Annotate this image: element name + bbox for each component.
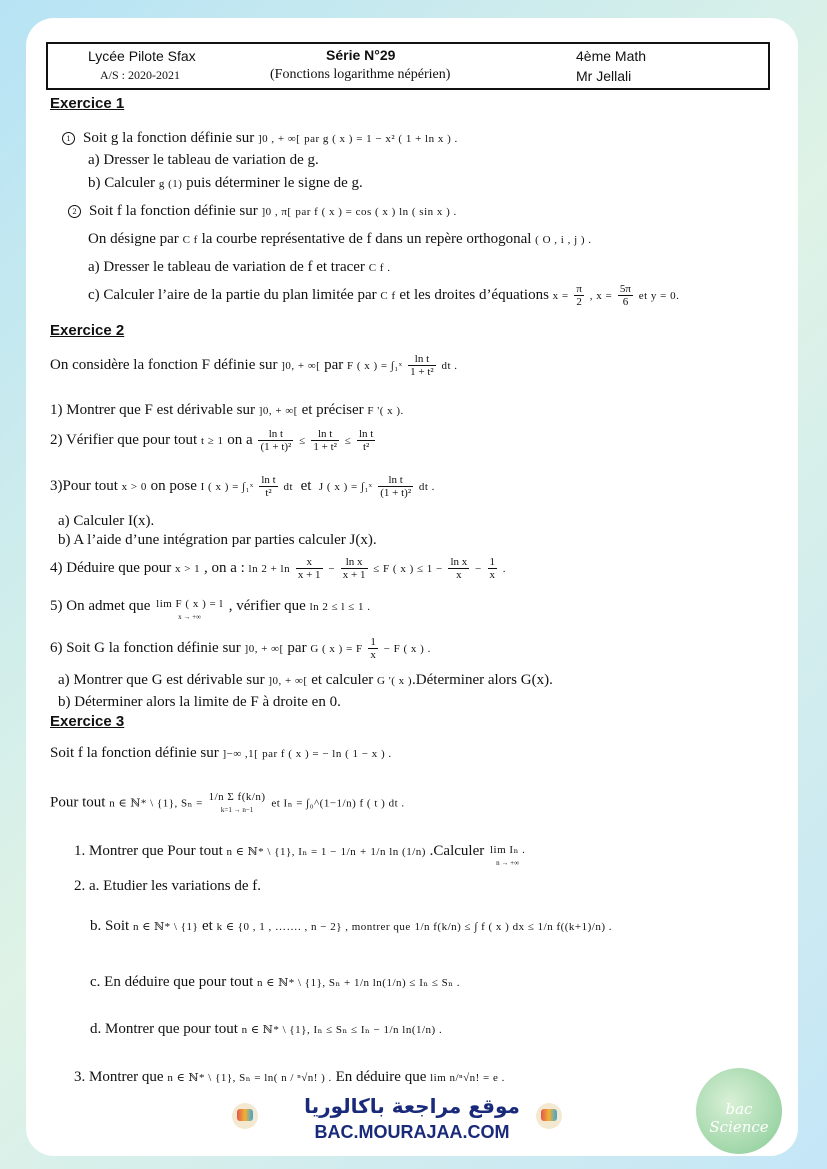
series-number: Série N°29 bbox=[326, 47, 396, 63]
page-sheet bbox=[26, 18, 798, 1156]
ex1-question-1b: b) Calculer g (1) puis déterminer le signe de g. bbox=[88, 175, 363, 191]
ex3-question-1: 1. Montrer que Pour tout n ∈ ℕ* \ {1}, Iₙ = 1 − 1/n + 1/n ln (1/n) .Calculer lim Iₙ . n → +∞ bbox=[74, 843, 526, 867]
right-logo-icon bbox=[536, 1103, 562, 1129]
school-year: A/S : 2020-2021 bbox=[100, 68, 181, 82]
number-1-icon: 1 bbox=[62, 132, 75, 145]
ex2-question-2: 2) Vérifier que pour tout t ≥ 1 on a $\frac{\text{ln t}}{\text{(1 + t)²}}$ ≤ $\frac{\text{ln t}}{\text{1 + t²}}$ ≤ $\frac{\text{ln t}}{\text{t²}}$ bbox=[50, 428, 374, 453]
ex2-question-3: 3)Pour tout x > 0 on pose I ( x ) = ∫₁ˣ $\frac{\text{ln t}}{\text{t²}}$ dt et J ( x ) = ∫₁ˣ $\frac{\text{ln t}}{\text{(1 + t)²}}$ dt . bbox=[50, 474, 435, 499]
website-banner[interactable] bbox=[294, 1090, 530, 1150]
ex2-question-1: 1) Montrer que F est dérivable sur ]0, + ∞[ et préciser F '( x ). bbox=[50, 402, 404, 418]
ex3-question-2b: b. Soit n ∈ ℕ* \ {1} et k ∈ {0 , 1 , ……. , n − 2} , montrer que 1/n f(k/n) ≤ ∫ f ( x ) dx ≤ 1/n f((k+1)/n) . bbox=[90, 918, 613, 934]
ex1-question-2: 2 Soit f la fonction définie sur ]0 , π[ par f ( x ) = cos ( x ) ln ( sin x ) . bbox=[68, 203, 457, 220]
left-logo-icon bbox=[232, 1103, 258, 1129]
exercise-1-title: Exercice 1 bbox=[50, 95, 125, 112]
website-arabic-name: موقع مراجعة باكالوريا bbox=[304, 1094, 520, 1118]
ex3-definitions: Pour tout n ∈ ℕ* \ {1}, Sₙ = 1/n Σ f(k/n) k=1 → n−1 et Iₙ = ∫₀^(1−1/n) f ( t ) dt . bbox=[50, 791, 405, 814]
school-name: Lycée Pilote Sfax bbox=[88, 48, 196, 64]
teacher-name: Mr Jellali bbox=[576, 68, 632, 84]
number-2-icon: 2 bbox=[68, 205, 81, 218]
series-topic: (Fonctions logarithme népérien) bbox=[270, 67, 451, 82]
website-url[interactable]: BAC.MOURAJAA.COM bbox=[314, 1122, 510, 1142]
exercise-3-title: Exercice 3 bbox=[50, 713, 125, 730]
ex3-question-2d: d. Montrer que pour tout n ∈ ℕ* \ {1}, Iₙ ≤ Sₙ ≤ Iₙ − 1/n ln(1/n) . bbox=[90, 1021, 443, 1037]
ex2-question-4: 4) Déduire que pour x > 1 , on a : ln 2 + ln $\frac{x}{x + 1}$ − $\frac{\text{ln x}}{x + 1}$ ≤ F ( x ) ≤ 1 − $\frac{\text{ln x}}{x}$ − $\frac{1}{x}$ . bbox=[50, 556, 507, 581]
header-box bbox=[46, 42, 770, 90]
ex1-question-1: 1 Soit g la fonction définie sur ]0 , + ∞[ par g ( x ) = 1 − x² ( 1 + ln x ) . bbox=[62, 130, 458, 147]
class-level: 4ème Math bbox=[576, 48, 647, 64]
ex1-question-2c: c) Calculer l’aire de la partie du plan limitée par C f et les droites d’équations x = $\frac{\pi}{2}$ , x = $\frac{5\pi}{6}$ et y = 0. bbox=[88, 283, 680, 308]
ex1-question-2a: a) Dresser le tableau de variation de f et tracer C f . bbox=[88, 259, 391, 275]
exercise-2-title: Exercice 2 bbox=[50, 322, 125, 339]
ex3-intro: Soit f la fonction définie sur ]−∞ ,1[ par f ( x ) = − ln ( 1 − x ) . bbox=[50, 745, 392, 761]
ex2-question-6a: a) Montrer que G est dérivable sur ]0, + ∞[ et calculer G '( x ).Déterminer alors G(x). bbox=[58, 672, 553, 688]
ex3-question-2a: 2. a. Etudier les variations de f. bbox=[74, 878, 262, 894]
ex2-question-3a: a) Calculer I(x). bbox=[58, 513, 155, 529]
ex1-question-1a: a) Dresser le tableau de variation de g. bbox=[88, 152, 319, 168]
ex2-question-6: 6) Soit G la fonction définie sur ]0, + ∞[ par G ( x ) = F $\frac{1}{x}$ − F ( x ) . bbox=[50, 636, 431, 661]
bac-science-badge: bac Science bbox=[696, 1068, 782, 1154]
ex1-question-2-curve: On désigne par C f la courbe représentative de f dans un repère orthogonal ( O , i , j ) . bbox=[88, 231, 592, 247]
ex3-question-2c: c. En déduire que pour tout n ∈ ℕ* \ {1}, Sₙ + 1/n ln(1/n) ≤ Iₙ ≤ Sₙ . bbox=[90, 974, 461, 990]
ex2-intro: On considère la fonction F définie sur ]0, + ∞[ par F ( x ) = ∫₁ˣ $\frac{\text{ln t}}{\text{1 + t²}}$ dt . bbox=[50, 353, 458, 378]
ex2-question-6b: b) Déterminer alors la limite de F à droite en 0. bbox=[58, 694, 341, 710]
ex3-question-3: 3. Montrer que n ∈ ℕ* \ {1}, Sₙ = ln( n / ⁿ√n! ) . En déduire que lim n/ⁿ√n! = e . bbox=[74, 1069, 505, 1085]
ex2-question-5: 5) On admet que lim F ( x ) = l x → +∞ , vérifier que ln 2 ≤ l ≤ 1 . bbox=[50, 598, 371, 621]
ex2-question-3b: b) A l’aide d’une intégration par parties calculer J(x). bbox=[58, 532, 377, 548]
